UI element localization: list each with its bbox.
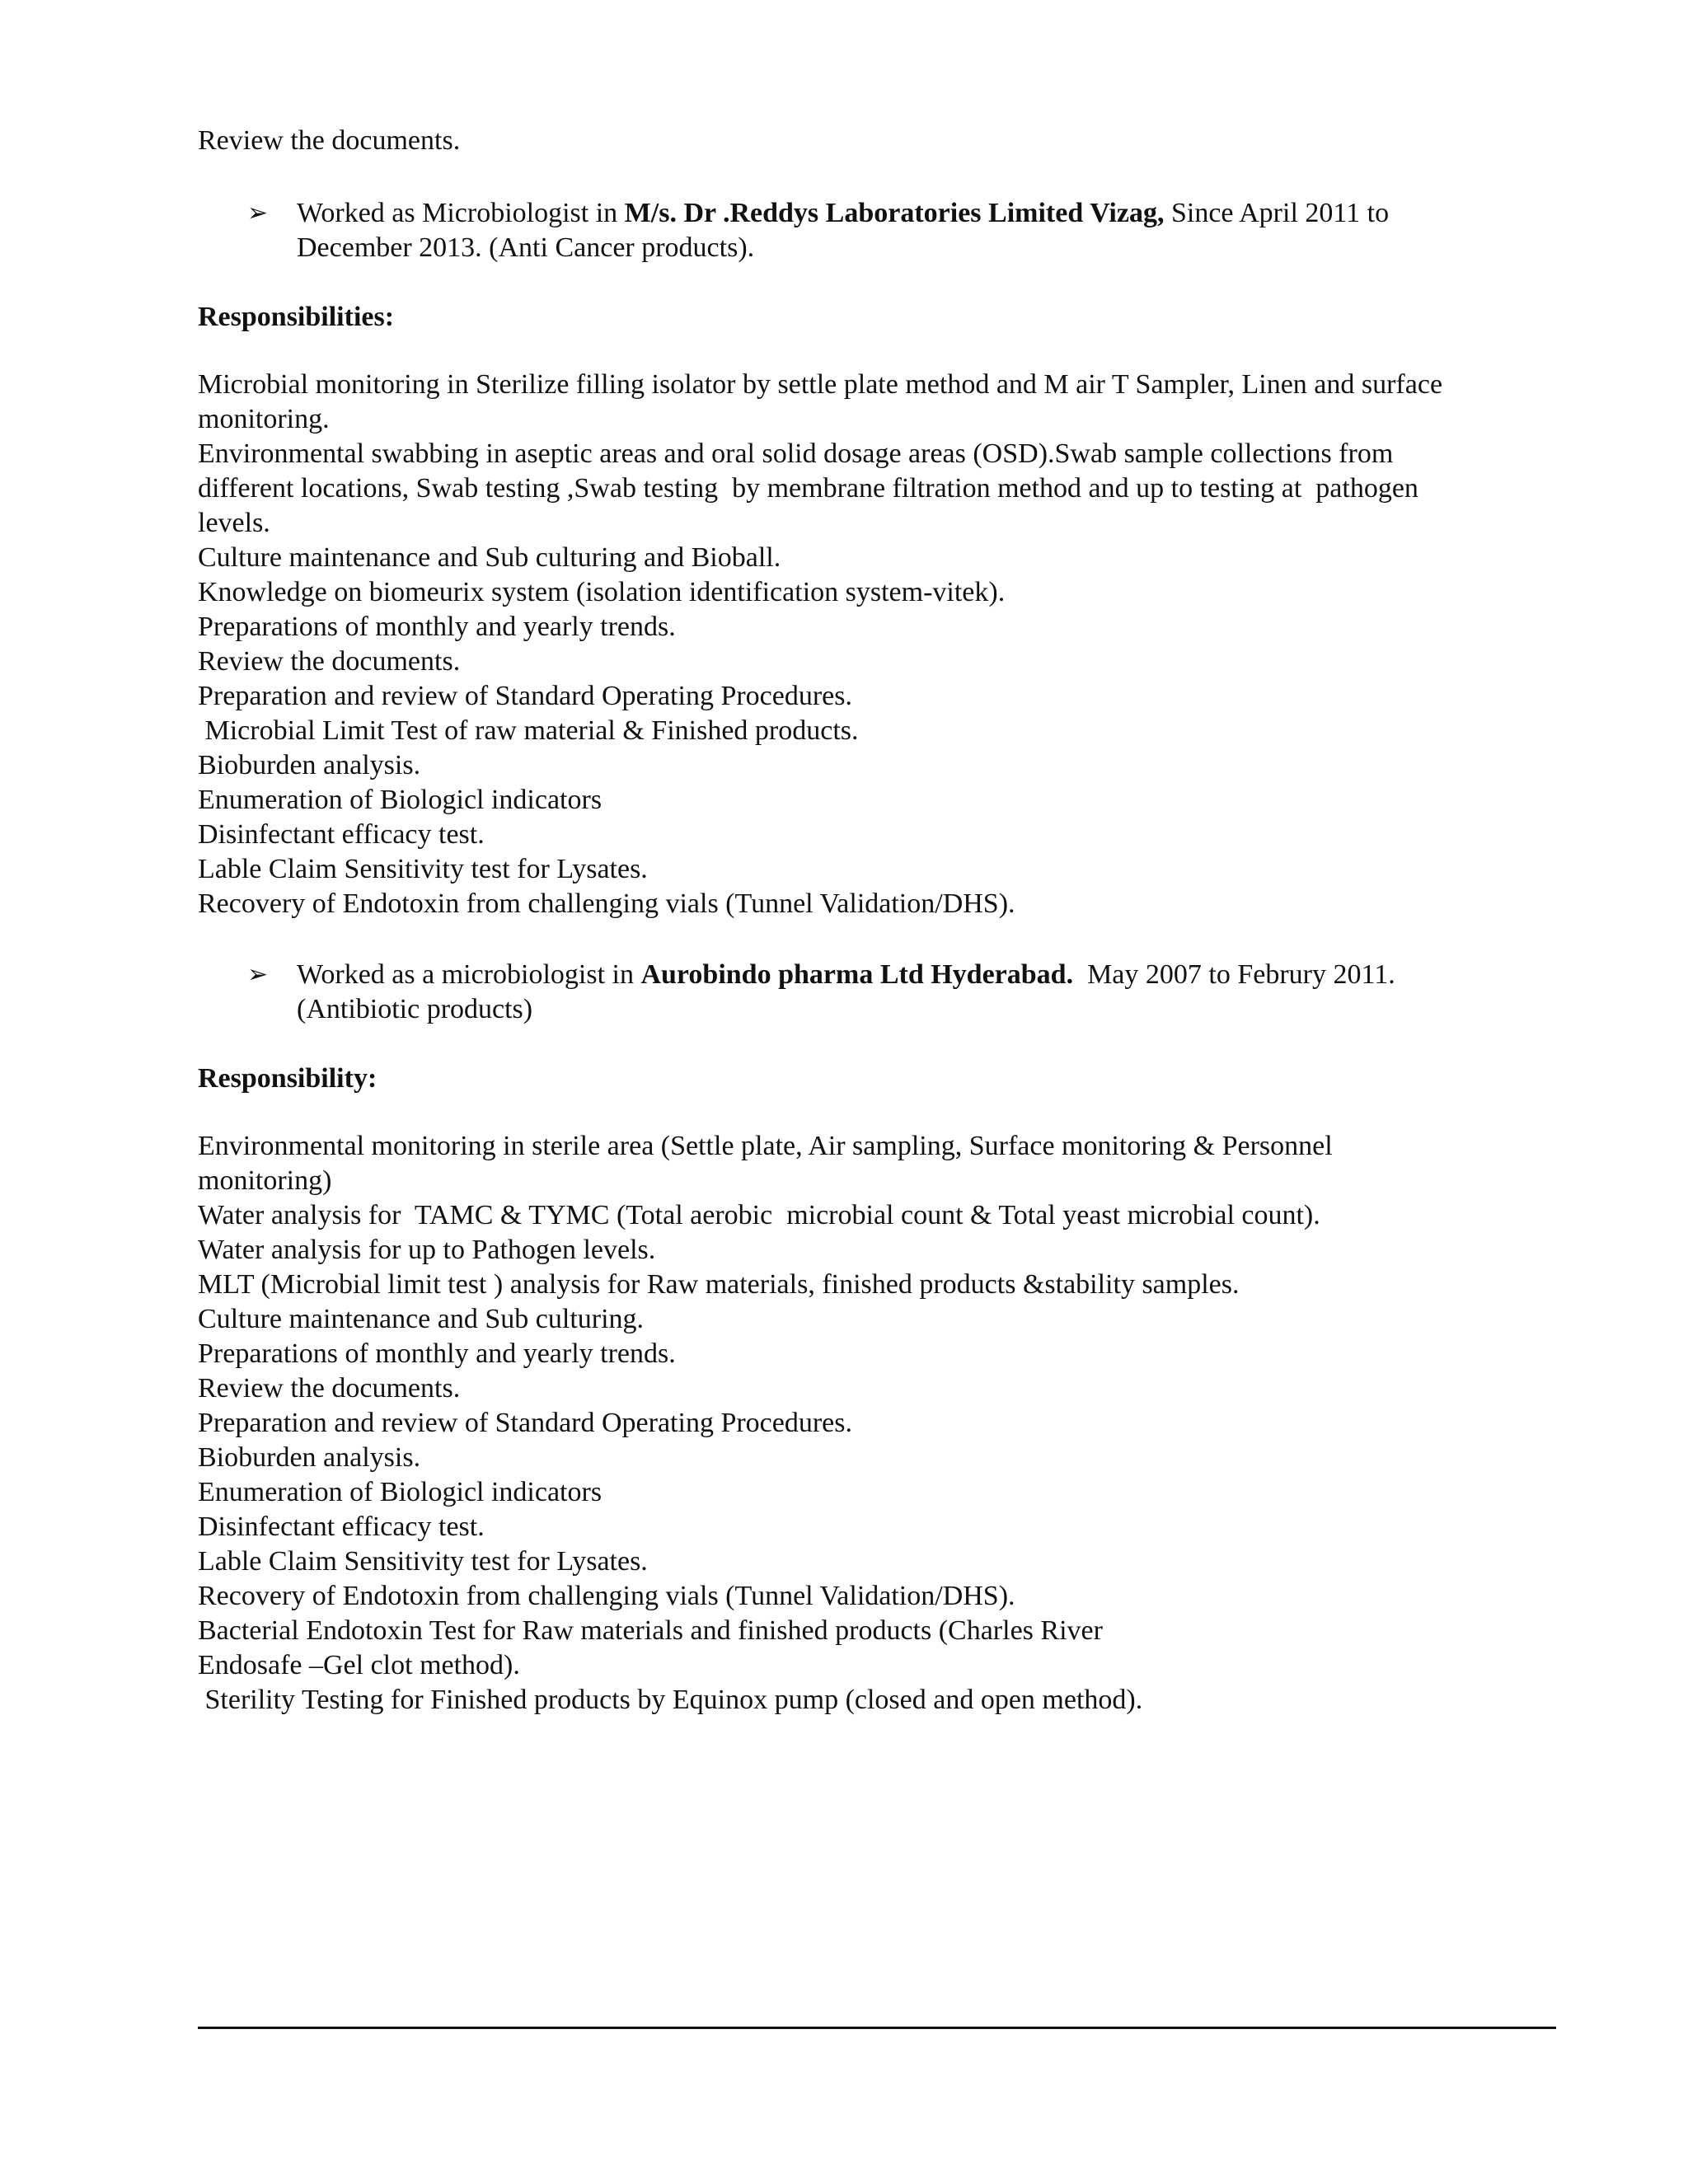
job1-period-line: December 2013. (Anti Cancer products). — [297, 232, 755, 263]
job1-line: Review the documents. — [198, 646, 461, 677]
job1-line: Recovery of Endotoxin from challenging vials (Tunnel Validation/DHS). — [198, 888, 1015, 919]
job1-line: Preparation and review of Standard Operating Procedures. — [198, 681, 853, 711]
job1-line: levels. — [198, 508, 270, 538]
job1-line: monitoring. — [198, 404, 330, 434]
job2-employer: Aurobindo pharma Ltd Hyderabad. — [640, 959, 1074, 990]
job1-line: Bioburden analysis. — [198, 750, 421, 780]
arrowhead-bullet-icon: ➢ — [247, 960, 269, 989]
job2-line: Disinfectant efficacy test. — [198, 1511, 485, 1542]
job1-heading: Responsibilities: — [198, 302, 395, 332]
job2-line: Water analysis for up to Pathogen levels. — [198, 1235, 656, 1265]
job1-line: Lable Claim Sensitivity test for Lysates. — [198, 854, 648, 884]
job2-heading: Responsibility: — [198, 1063, 377, 1094]
job1-line: Culture maintenance and Sub culturing and Bioball. — [198, 542, 781, 573]
job1-line: Microbial monitoring in Sterilize filling isolator by settle plate method and M air T Sampler, Linen and surface — [198, 369, 1443, 400]
job2-line: Bioburden analysis. — [198, 1442, 421, 1473]
job2-line: Lable Claim Sensitivity test for Lysates. — [198, 1546, 648, 1577]
job2-line: Water analysis for TAMC & TYMC (Total aerobic microbial count & Total yeast microbial count). — [198, 1200, 1320, 1230]
job1-line: Preparations of monthly and yearly trends. — [198, 612, 676, 642]
job2-line: Bacterial Endotoxin Test for Raw materials and finished products (Charles River — [198, 1615, 1103, 1646]
job1-line: Knowledge on biomeurix system (isolation identification system-vitek). — [198, 577, 1006, 607]
job2-line: Enumeration of Biologicl indicators — [198, 1477, 603, 1507]
job1-line: Environmental swabbing in aseptic areas and oral solid dosage areas (OSD).Swab sample collections from — [198, 438, 1394, 469]
job1-title-line: Worked as Microbiologist in M/s. Dr .Reddys Laboratories Limited Vizag, Since April 2011 to — [297, 198, 1390, 228]
job2-line: Sterility Testing for Finished products by Equinox pump (closed and open method). — [198, 1685, 1143, 1715]
job2-line: Review the documents. — [198, 1373, 461, 1404]
job2-line: Recovery of Endotoxin from challenging vials (Tunnel Validation/DHS). — [198, 1581, 1015, 1611]
footer-divider — [198, 2027, 1556, 2029]
arrowhead-bullet-icon: ➢ — [247, 199, 269, 227]
job1-line: Disinfectant efficacy test. — [198, 819, 485, 850]
job2-line: Preparations of monthly and yearly trends. — [198, 1338, 676, 1369]
job2-period-line: (Antibiotic products) — [297, 994, 533, 1024]
job2-line: MLT (Microbial limit test ) analysis for Raw materials, finished products &stability samples. — [198, 1269, 1240, 1300]
job2-line: monitoring) — [198, 1165, 332, 1196]
job1-line: Microbial Limit Test of raw material & Finished products. — [198, 715, 859, 746]
job1-line: different locations, Swab testing ,Swab testing by membrane filtration method and up to testing at pathogen — [198, 473, 1418, 504]
job2-line: Culture maintenance and Sub culturing. — [198, 1304, 645, 1334]
job1-line: Enumeration of Biologicl indicators — [198, 785, 603, 815]
job1-employer: M/s. Dr .Reddys Laboratories Limited Vizag, — [624, 198, 1165, 228]
job2-title-line: Worked as a microbiologist in Aurobindo pharma Ltd Hyderabad. May 2007 to Februry 2011. — [297, 959, 1395, 990]
job2-line: Preparation and review of Standard Operating Procedures. — [198, 1408, 853, 1438]
job2-line: Endosafe –Gel clot method). — [198, 1650, 520, 1680]
intro-line: Review the documents. — [198, 125, 461, 156]
job2-line: Environmental monitoring in sterile area (Settle plate, Air sampling, Surface monitoring & Personnel — [198, 1131, 1333, 1161]
